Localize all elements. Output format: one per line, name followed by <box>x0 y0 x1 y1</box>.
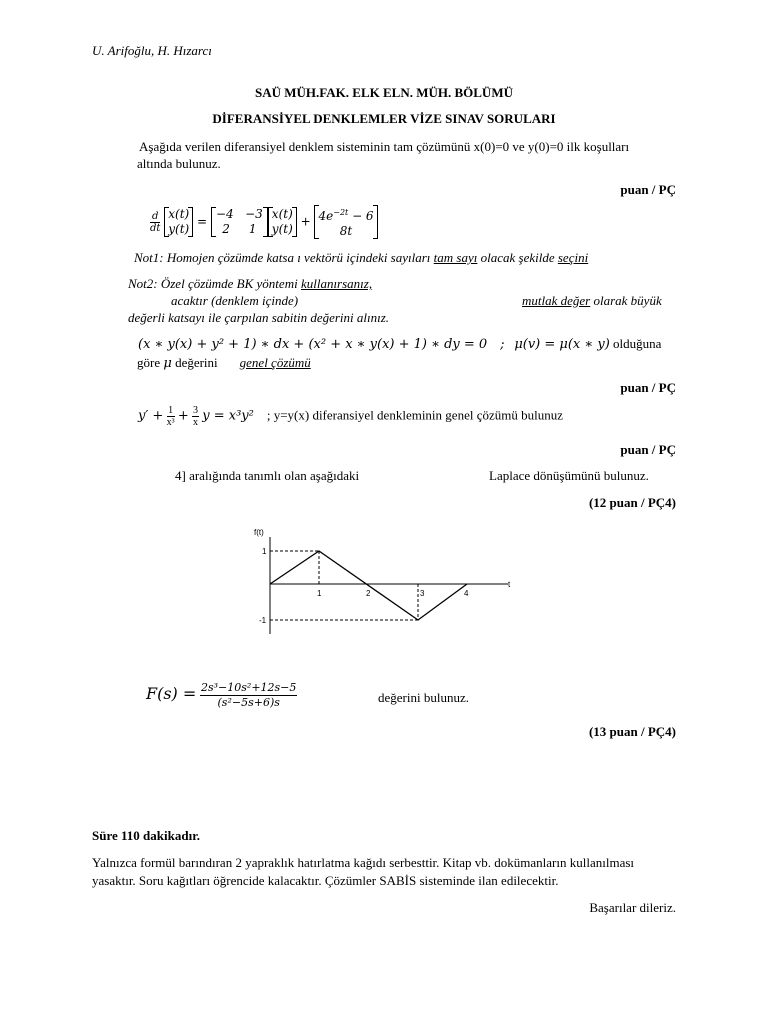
q1-note2-line1: Not2: Özel çözümde BK yöntemi kullanırsanız, <box>128 276 373 291</box>
state-vector-rhs: x(t) y(t) <box>268 207 297 237</box>
y-tick-1: 1 <box>262 547 267 556</box>
derivative-operator: $\frac{d}{dt}$ <box>150 210 161 234</box>
x-tick-1: 1 <box>317 589 322 598</box>
ft-graph <box>250 522 525 637</box>
department-title: SAÜ MÜH.FAK. ELK ELN. MÜH. BÖLÜMÜ <box>255 85 513 100</box>
q5-lhs: F(s) = <box>146 684 197 703</box>
q5-fraction: $\frac{\text{2s³−10s²+12s−5}}{\text{(s²−5s+6)s}}$ <box>201 681 297 709</box>
q1-intro-line1: Aşağıda verilen diferansiyel denklem sisteminin tam çözümünü x(0)=0 ve y(0)=0 ilk koşulları <box>139 139 630 154</box>
ft-axis-label: f(t) <box>254 528 264 537</box>
rules-line2: yasaktır. Soru kağıtları öğrencide kalacaktır. Çözümler SABİS sisteminde ilan edilecektir. <box>92 873 559 888</box>
q5-points: (13 puan / PÇ4) <box>588 724 676 739</box>
q3-line: y′ + $\frac{1}{\text{x³}}$ + $\frac{3}{x}$ y = x³y² ; y=y(x) diferansiyel denkleminin genel çözümü bulunuz <box>138 405 563 428</box>
y-tick-m1: -1 <box>259 616 267 625</box>
q1-points: puan / PÇ <box>620 182 676 197</box>
q1-note2-line2b: mutlak değer olarak büyük <box>522 293 662 308</box>
exam-title: DİFERANSİYEL DENKLEMLER VİZE SINAV SORULARI <box>212 111 556 126</box>
authors: U. Arifoğlu, H. Hızarcı <box>92 43 212 58</box>
ft-curve <box>270 551 467 620</box>
q5-text: değerini bulunuz. <box>378 690 469 705</box>
t-axis-label: t <box>508 580 511 589</box>
coefficient-matrix: −4 −3 2 1 <box>211 207 268 237</box>
q4-text-b: Laplace dönüşümünü bulunuz. <box>489 468 649 483</box>
q1-note2-line3: değerli katsayı ile çarpılan sabitin değerini alınız. <box>128 310 390 325</box>
q1-equation: $\frac{d}{dt}$ x(t) y(t) = −4 −3 2 1 x(t) y(t) + $4e^{-2t} - 6$ 8t <box>150 205 378 239</box>
x-tick-4: 4 <box>464 589 469 598</box>
state-vector: x(t) y(t) <box>164 207 193 237</box>
x-tick-2: 2 <box>366 589 371 598</box>
duration: Süre 110 dakikadır. <box>92 828 201 843</box>
q1-note2-line2a: acaktır (denklem içinde) <box>171 293 299 308</box>
q4-points: (12 puan / PÇ4) <box>588 495 676 510</box>
q2-line2: göre μ değerini genel çözümü <box>137 355 311 371</box>
q1-intro-line2: altında bulunuz. <box>137 156 221 171</box>
q1-note1: Not1: Homojen çözümde katsa ı vektörü içindeki sayıları tam sayı olacak şekilde seçini <box>134 250 589 265</box>
rules-line1: Yalnızca formül barındıran 2 yapraklık hatırlatma kağıdı serbesttir. Kitap vb. dokümanların kullanılması <box>92 855 635 870</box>
q2-line1: (x ∗ y(x) + y² + 1) ∗ dx + (x² + x ∗ y(x) + 1) ∗ dy = 0 ; μ(v) = μ(x ∗ y) olduğuna <box>138 336 662 352</box>
q2-points: puan / PÇ <box>620 380 676 395</box>
forcing-vector: $4e^{-2t} - 6$ 8t <box>314 205 377 239</box>
q3-points: puan / PÇ <box>620 442 676 457</box>
x-tick-3: 3 <box>420 589 425 598</box>
q4-text-a: 4] aralığında tanımlı olan aşağıdaki <box>175 468 360 483</box>
closing: Başarılar dileriz. <box>589 900 676 915</box>
